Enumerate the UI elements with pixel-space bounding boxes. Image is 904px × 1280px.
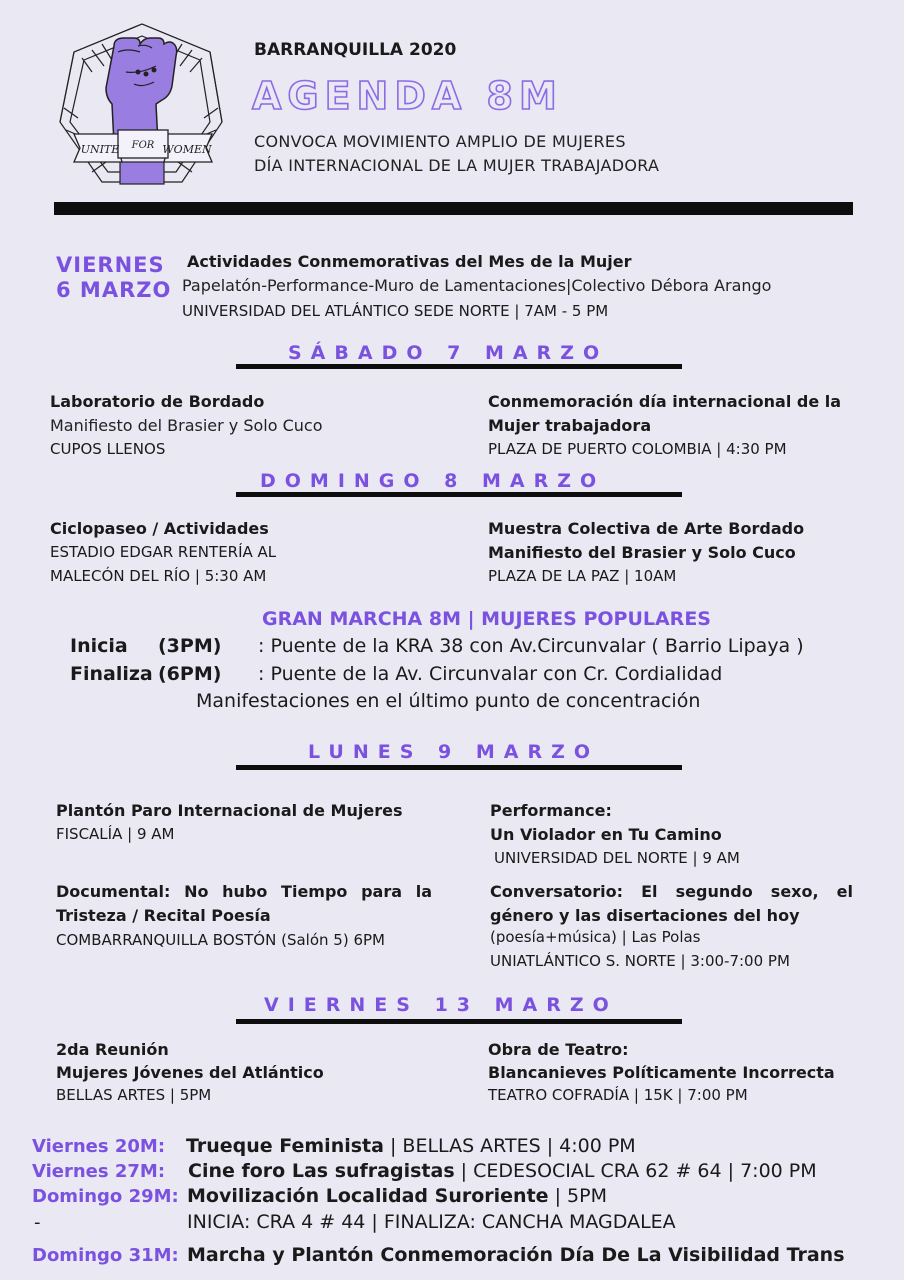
header-subtitle-1: CONVOCA MOVIMIENTO AMPLIO DE MUJERES — [254, 132, 626, 151]
viernes13-right-title1: Obra de Teatro: — [488, 1040, 629, 1059]
logo-unite-text: UNITE — [80, 143, 120, 156]
header-title: AGENDA 8M — [252, 74, 563, 118]
extra-1-date: Viernes 20M: — [32, 1136, 166, 1157]
domingo-left-line1: ESTADIO EDGAR RENTERÍA AL — [50, 543, 277, 561]
extra-3-rest: | 5PM — [548, 1185, 607, 1207]
sabado-heading: SÁBADO 7 MARZO — [288, 342, 609, 364]
viernes6-day-line2: 6 MARZO — [56, 278, 172, 302]
unite-for-women-logo — [52, 22, 232, 192]
extra-5-date: Domingo 31M: — [32, 1245, 179, 1266]
extra-3-date: Domingo 29M: — [32, 1186, 179, 1207]
logo-women-text: WOMEN — [162, 143, 212, 156]
extra-1-rest: | BELLAS ARTES | 4:00 PM — [383, 1135, 636, 1157]
viernes13-underline — [236, 1019, 682, 1024]
lunes-d-line1: (poesía+música) | Las Polas — [490, 928, 701, 946]
lunes-c-title: Documental: No hubo Tiempo para la Tristeza / Recital Poesía — [56, 882, 432, 925]
extra-5-title: Marcha y Plantón Conmemoración Día De La Visibilidad Trans — [187, 1244, 845, 1266]
header-city-year: BARRANQUILLA 2020 — [254, 40, 457, 60]
domingo-right-title2: Manifiesto del Brasier y Solo Cuco — [488, 543, 796, 562]
viernes13-right-title2: Blancanieves Políticamente Incorrecta — [488, 1063, 835, 1082]
domingo-heading: DOMINGO 8 MARZO — [260, 470, 606, 492]
extra-2 — [188, 1160, 817, 1182]
lunes-c-line1: COMBARRANQUILLA BOSTÓN (Salón 5) 6PM — [56, 931, 385, 949]
marcha-finaliza-time: (6PM) — [158, 663, 222, 685]
extra-3 — [187, 1185, 607, 1207]
domingo-right-line1: PLAZA DE LA PAZ | 10AM — [488, 567, 677, 585]
lunes-heading: LUNES 9 MARZO — [308, 741, 600, 763]
domingo-left-line2: MALECÓN DEL RÍO | 5:30 AM — [50, 567, 267, 585]
extra-4-date: - — [34, 1212, 41, 1233]
sabado-right-line1: PLAZA DE PUERTO COLOMBIA | 4:30 PM — [488, 440, 787, 458]
lunes-underline — [236, 765, 682, 770]
logo-for-text: FOR — [131, 140, 155, 151]
marcha-note: Manifestaciones en el último punto de concentración — [196, 690, 701, 712]
lunes-a-title: Plantón Paro Internacional de Mujeres — [56, 801, 403, 820]
lunes-b-line1: UNIVERSIDAD DEL NORTE | 9 AM — [494, 849, 740, 867]
viernes13-heading: VIERNES 13 MARZO — [264, 994, 618, 1016]
viernes13-left-line1: BELLAS ARTES | 5PM — [56, 1086, 212, 1104]
marcha-finaliza-label: Finaliza — [70, 663, 153, 685]
extra-2-title: Cine foro Las sufragistas — [188, 1160, 455, 1182]
lunes-d-line2: UNIATLÁNTICO S. NORTE | 3:00-7:00 PM — [490, 952, 790, 970]
domingo-right-title1: Muestra Colectiva de Arte Bordado — [488, 519, 805, 538]
marcha-inicia-time: (3PM) — [158, 635, 222, 657]
header-subtitle-2: DÍA INTERNACIONAL DE LA MUJER TRABAJADORA — [254, 156, 660, 175]
sabado-underline — [236, 364, 682, 369]
lunes-d-title: Conversatorio: El segundo sexo, el género y las disertaciones del hoy — [490, 882, 853, 925]
viernes13-right-line1: TEATRO COFRADÍA | 15K | 7:00 PM — [488, 1086, 748, 1104]
viernes6-day-line1: VIERNES — [56, 253, 165, 277]
marcha-title: GRAN MARCHA 8M | MUJERES POPULARES — [262, 608, 711, 630]
marcha-inicia-text: : Puente de la KRA 38 con Av.Circunvalar ( Barrio Lipaya ) — [258, 635, 804, 657]
lunes-b-title2: Un Violador en Tu Camino — [490, 825, 722, 844]
marcha-inicia-label: Inicia — [70, 635, 128, 657]
sabado-right-title1: Conmemoración día internacional de la — [488, 392, 842, 411]
lunes-a-line1: FISCALÍA | 9 AM — [56, 825, 175, 843]
extra-3-title: Movilización Localidad Suroriente — [187, 1185, 549, 1207]
domingo-left-title: Ciclopaseo / Actividades — [50, 519, 269, 538]
header-divider — [54, 202, 853, 215]
domingo-underline — [236, 492, 682, 497]
viernes13-left-title2: Mujeres Jóvenes del Atlántico — [56, 1063, 324, 1082]
viernes6-day — [56, 253, 171, 303]
extra-4-rest: INICIA: CRA 4 # 44 | FINALIZA: CANCHA MAGDALEA — [187, 1211, 676, 1233]
sabado-left-title: Laboratorio de Bordado — [50, 392, 265, 411]
sabado-left-line2: CUPOS LLENOS — [50, 440, 166, 458]
extra-2-date: Viernes 27M: — [32, 1161, 166, 1182]
viernes6-title: Actividades Conmemorativas del Mes de la Mujer — [187, 252, 632, 271]
viernes13-left-title1: 2da Reunión — [56, 1040, 169, 1059]
extra-1 — [186, 1135, 636, 1157]
extra-1-title: Trueque Feminista — [186, 1135, 384, 1157]
marcha-finaliza-text: : Puente de la Av. Circunvalar con Cr. Cordialidad — [258, 663, 723, 685]
viernes6-line1: Papelatón-Performance-Muro de Lamentaciones|Colectivo Débora Arango — [182, 276, 772, 295]
viernes6-line2: UNIVERSIDAD DEL ATLÁNTICO SEDE NORTE | 7AM - 5 PM — [182, 302, 609, 320]
sabado-left-line1: Manifiesto del Brasier y Solo Cuco — [50, 416, 323, 435]
lunes-b-title1: Performance: — [490, 801, 612, 820]
sabado-right-title2: Mujer trabajadora — [488, 416, 652, 435]
extra-2-rest: | CEDESOCIAL CRA 62 # 64 | 7:00 PM — [454, 1160, 817, 1182]
